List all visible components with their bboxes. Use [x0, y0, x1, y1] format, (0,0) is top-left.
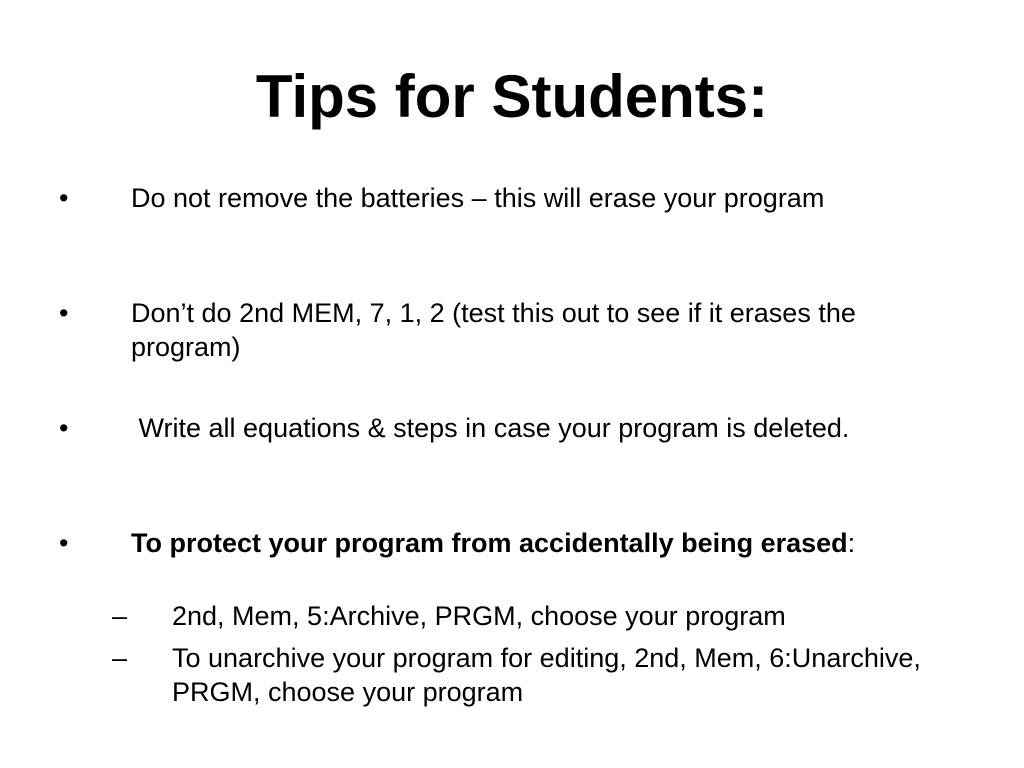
bullet-marker: •	[59, 528, 69, 558]
bullet-marker: •	[59, 298, 69, 328]
sub-bullet-marker: –	[112, 643, 128, 673]
bullet-marker: •	[59, 413, 69, 443]
bullet-text: Don’t do 2nd MEM, 7, 1, 2 (test this out to see if it erases the program)	[131, 298, 856, 362]
slide-title: Tips for Students:	[255, 63, 769, 130]
bullet-marker: •	[59, 183, 69, 213]
bullet-text: Do not remove the batteries – this will erase your program	[131, 183, 825, 213]
sub-bullet-marker: –	[112, 601, 128, 631]
bullet-text	[131, 526, 961, 560]
sub-bullet-text: To unarchive your program for editing, 2nd, Mem, 6:Unarchive, PRGM, choose your program	[172, 643, 921, 707]
bullet-suffix: :	[847, 528, 856, 558]
sub-bullet-text: 2nd, Mem, 5:Archive, PRGM, choose your program	[172, 601, 786, 631]
bullet-text: Write all equations & steps in case your program is deleted.	[131, 413, 850, 443]
bullet-bold-text: To protect your program from accidentally being erased	[131, 528, 848, 558]
